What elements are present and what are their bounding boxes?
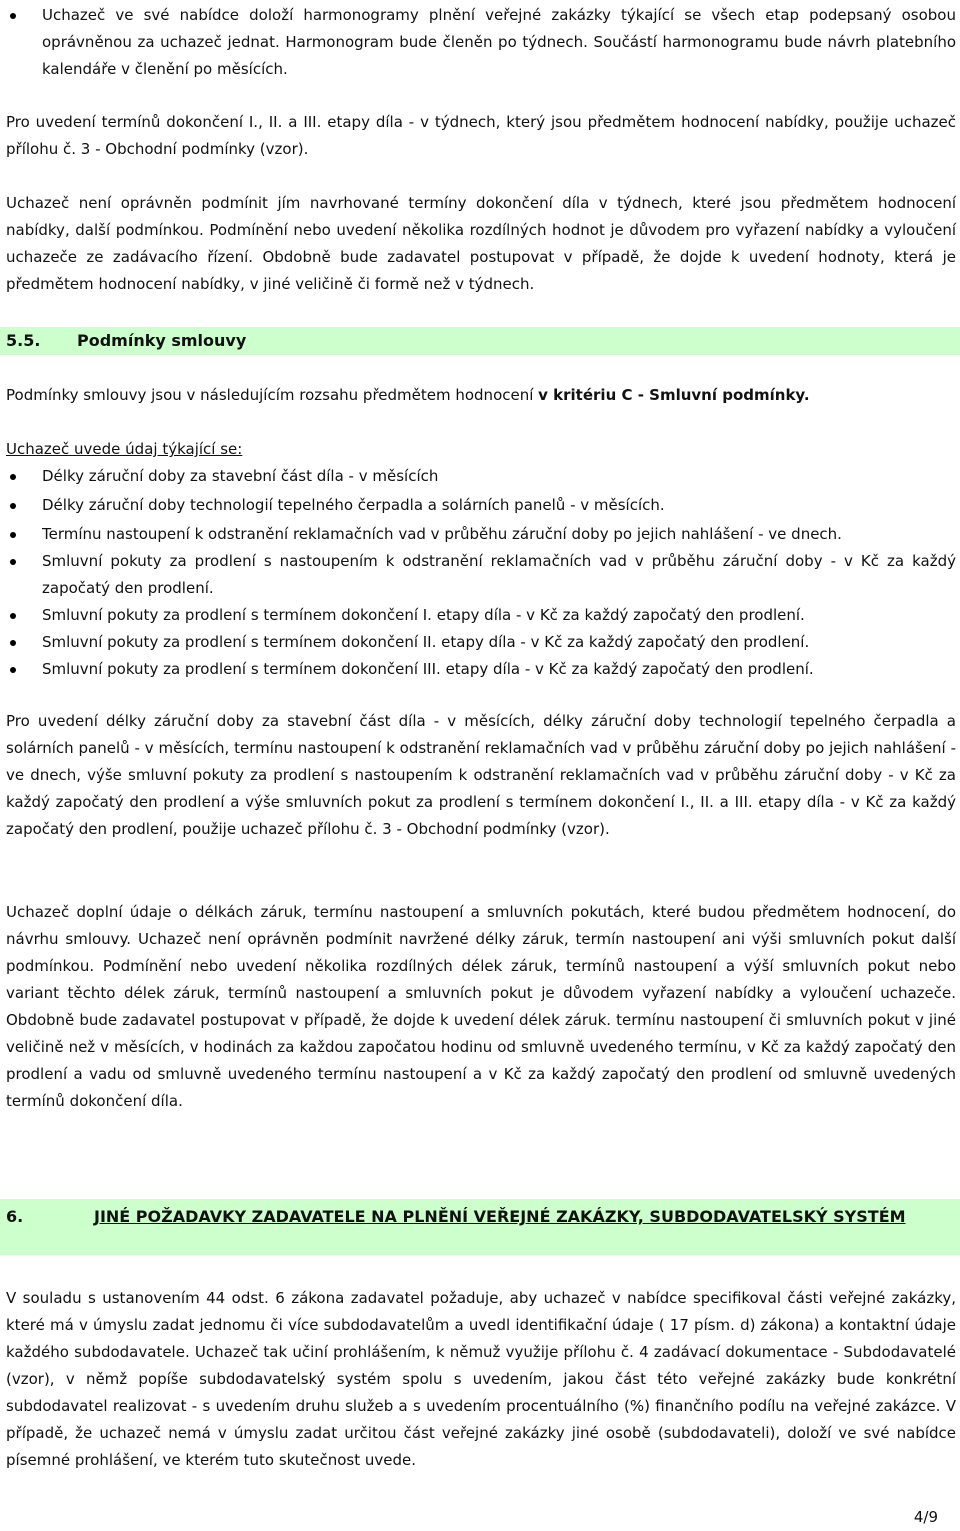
bullet-icon — [10, 503, 16, 509]
paragraph-text: Pro uvedení délky záruční doby za stavební část díla - v měsících, délky záruční doby technologií tepelného čerpadla a solárních panelů - v měsících, termínu nastoupení k odstranění reklamačních vad v průběhu záruční doby po jejich nahlášení - ve dnech, výše smluvní pokuty za prodlení s nastoupením k odstranění reklamačních vad v průběhu záruční doby - v Kč za každý započatý den prodlení a výše smluvních pokut za prodlení s termínem dokončení I., II. a III. etapy díla - v Kč za každý započatý den prodlení, použije uchazeč přílohu č. 3 - Obchodní podmínky (vzor). — [6, 712, 956, 838]
paragraph-subcontract — [6, 1285, 956, 1474]
page-number: 4/9 — [913, 1508, 938, 1526]
section-heading-6 — [0, 1199, 960, 1255]
list-item: Termínu nastoupení k odstranění reklamačních vad v průběhu záruční doby po jejich nahlášení - ve dnech. — [6, 521, 956, 548]
list-item: Smluvní pokuty za prodlení s nastoupením k odstranění reklamačních vad v průběhu záruční doby - v Kč za každý započatý den prodlení. — [6, 548, 956, 602]
list-item: Smluvní pokuty za prodlení s termínem dokončení III. etapy díla - v Kč za každý započatý den prodlení. — [6, 656, 956, 683]
section-number: 6. — [6, 1207, 24, 1226]
list-item — [6, 2, 956, 83]
section-title: JINÉ POŽADAVKY ZADAVATELE NA PLNĚNÍ VEŘEJNÉ ZAKÁZKY, SUBDODAVATELSKÝ SYSTÉM — [94, 1207, 906, 1226]
bullet-icon — [10, 667, 16, 673]
list-item: Smluvní pokuty za prodlení s termínem dokončení II. etapy díla - v Kč za každý započatý den prodlení. — [6, 629, 956, 656]
bullet-text: Uchazeč ve své nabídce doloží harmonogramy plnění veřejné zakázky týkající se všech etap podepsaný osobou oprávněnou za uchazeč jednat. Harmonogram bude členěn po týdnech. Součástí harmonogramu bude návrh platebního kalendáře v členění po měsících. — [42, 6, 956, 78]
paragraph-text: Uchazeč doplní údaje o délkách záruk, termínu nastoupení a smluvních pokutách, které budou předmětem hodnocení, do návrhu smlouvy. Uchazeč není oprávněn podmínit navržené délky záruk, termín nastoupení ani výši smluvních pokut další podmínkou. Podmínění nebo uvedení několika rozdílných délek záruk, termínů nastoupení a výší smluvních pokut nebo variant těchto délek záruk, termínů nastoupení a smluvních pokut je důvodem vyřazení nabídky a vyloučení uchazeče. Obdobně bude zadavatel postupovat v případě, že dojde k uvedení délek záruk. termínu nastoupení či smluvních pokut v jiné veličině než v měsících, v hodinách za každou započatou hodinu od smluvně uvedeného termínu, v Kč za každý započatý den prodlení a vadu od smluvně uvedeného termínu nastoupení a v Kč za každý započatý den prodlení od smluvně uvedených termínů dokončení díla. — [6, 903, 956, 1110]
criterion-text: v kritériu C - Smluvní podmínky. — [538, 386, 810, 404]
bullet-icon — [10, 532, 16, 538]
section-number: 5.5. — [6, 331, 41, 350]
paragraph-warranty — [6, 708, 956, 843]
criteria-list — [6, 463, 956, 683]
list-heading — [6, 436, 956, 463]
paragraph-condition — [6, 190, 956, 298]
list-item: Délky záruční doby za stavební část díla - v měsících — [6, 463, 956, 490]
harmonogram-bullet — [6, 2, 956, 83]
bullet-icon — [10, 474, 16, 480]
paragraph-supplement — [6, 899, 956, 1115]
list-heading-text: Uchazeč uvede údaj týkající se: — [6, 440, 243, 458]
list-item: Smluvní pokuty za prodlení s termínem dokončení I. etapy díla - v Kč za každý započatý den prodlení. — [6, 602, 956, 629]
paragraph-text: V souladu s ustanovením 44 odst. 6 zákona zadavatel požaduje, aby uchazeč v nabídce specifikoval části veřejné zakázky, které má v úmyslu zadat jednomu či více subdodavatelům a uvedl identifikační údaje ( 17 písm. d) zákona) a kontaktní údaje každého subdodavatele. Uchazeč tak učiní prohlášením, k němuž využije přílohu č. 4 zadávací dokumentace - Subdodavatelé (vzor), v němž popíše subdodavatelský systém spolu s uvedením, jakou část této veřejné zakázky bude konkrétní subdodavatel realizovat - s uvedením druhu služeb a s uvedením procentuálního (%) finančního podílu na veřejné zakázce. V případě, že uchazeč nemá v úmyslu zadat určitou část veřejné zakázky jiné osobě (subdodavateli), doloží ve své nabídce písemné prohlášení, ve kterém tuto skutečnost uvede. — [6, 1289, 956, 1469]
paragraph-text — [6, 382, 956, 409]
section-title: Podmínky smlouvy — [77, 331, 247, 350]
paragraph-contract — [6, 382, 956, 409]
paragraph-terms — [6, 109, 956, 163]
bullet-icon — [10, 559, 16, 565]
bullet-icon — [10, 613, 16, 619]
bullet-icon — [10, 640, 16, 646]
paragraph-text: Pro uvedení termínů dokončení I., II. a III. etapy díla - v týdnech, který jsou předmětem hodnocení nabídky, použije uchazeč přílohu č. 3 - Obchodní podmínky (vzor). — [6, 113, 956, 158]
section-heading-5-5 — [0, 327, 960, 355]
bullet-icon — [10, 13, 16, 19]
contract-intro-text: Podmínky smlouvy jsou v následujícím rozsahu předmětem hodnocení — [6, 386, 539, 404]
paragraph-text: Uchazeč není oprávněn podmínit jím navrhované termíny dokončení díla v týdnech, které jsou předmětem hodnocení nabídky, další podmínkou. Podmínění nebo uvedení několika rozdílných hodnot je důvodem pro vyřazení nabídky a vyloučení uchazeče ze zadávacího řízení. Obdobně bude zadavatel postupovat v případě, že dojde k uvedení hodnoty, která je předmětem hodnocení nabídky, v jiné veličině či formě než v týdnech. — [6, 194, 956, 293]
list-item: Délky záruční doby technologií tepelného čerpadla a solárních panelů - v měsících. — [6, 492, 956, 519]
